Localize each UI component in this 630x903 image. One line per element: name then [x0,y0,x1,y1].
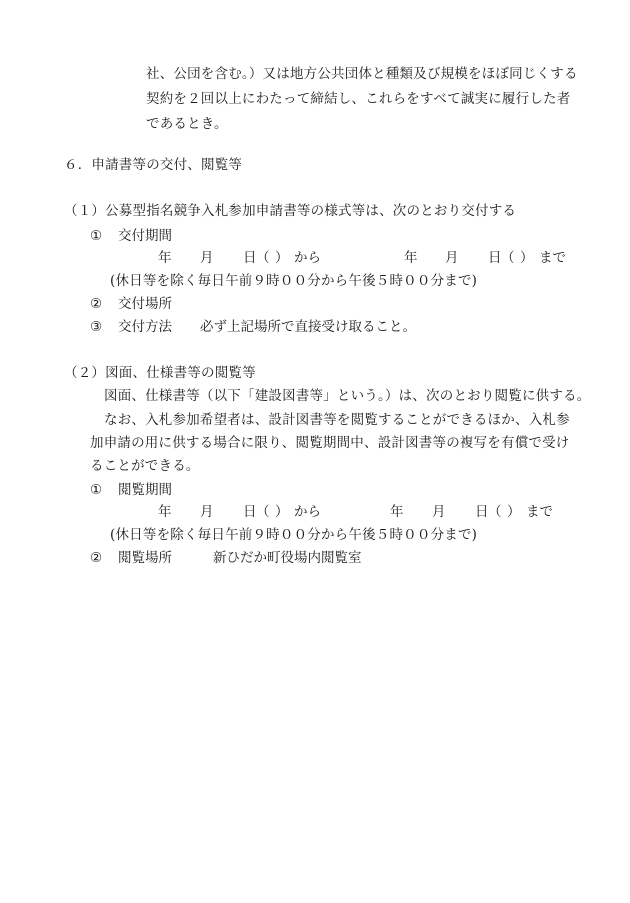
delivery-method-label: 交付方法 [118,319,172,335]
delivery-method-value: 必ず上記場所で直接受け取ること。 [200,319,416,335]
inspection-period-paren-open: （ [256,504,270,520]
inspection-period-day: 日 [243,504,257,520]
inspection-para-2-line-3: ることができる。 [90,458,200,474]
inspection-period-year: 年 [158,504,172,520]
inspection-para-1: 図面、仕様書等（以下「建設図書等」という。）は、次のとおり閲覧に供する。 [104,388,591,404]
period-day: 日 [243,250,257,266]
period-paren-close-2: ） [520,250,534,266]
intro-line-1: 社、公団を含む。）又は地方公共団体と種類及び規模をほぼ同じくする [146,66,578,82]
intro-line-3: であるとき。 [146,116,228,132]
inspection-hours: (休日等を除く毎日午前９時００分から午後５時００分まで) [110,527,478,543]
inspection-item-marker-2: ② [90,550,103,566]
inspection-period-label: 閲覧期間 [118,482,172,498]
sub-1-heading: （１）公募型指名競争入札参加申請書等の様式等は、次のとおり交付する [64,203,517,219]
inspection-period-until: まで [526,504,553,520]
item-marker-1: ① [90,228,103,244]
period-month: 月 [200,250,214,266]
period-year-2: 年 [404,250,418,266]
delivery-period-label: 交付期間 [118,228,172,244]
period-paren-open: （ [256,250,270,266]
period-year: 年 [158,250,172,266]
inspection-period-day-2: 日 [475,504,489,520]
period-paren-open-2: （ [501,250,515,266]
inspection-place-label: 閲覧場所 [118,550,172,566]
inspection-para-2-line-1: なお、入札参加希望者は、設計図書等を閲覧することができるほか、入札参 [104,412,570,428]
section-6-heading: ６．申請書等の交付、閲覧等 [64,157,243,173]
period-month-2: 月 [445,250,459,266]
inspection-period-paren-open-2: （ [488,504,502,520]
inspection-para-2-line-2: 加申請の用に供する場合に限り、閲覧期間中、設計図書等の複写を有償で受け [90,435,570,451]
inspection-place-value: 新ひだか町役場内閲覧室 [213,550,362,566]
item-marker-3: ③ [90,319,103,335]
period-day-2: 日 [488,250,502,266]
delivery-hours: (休日等を除く毎日午前９時００分から午後５時００分まで) [110,273,478,289]
inspection-period-paren-close-2: ） [507,504,521,520]
delivery-place-label: 交付場所 [118,296,172,312]
period-paren-close: ） [275,250,289,266]
intro-line-2: 契約を２回以上にわたって締結し、これらをすべて誠実に履行した者 [146,91,571,107]
item-marker-2: ② [90,296,103,312]
sub-2-heading: （２）図面、仕様書等の閲覧等 [64,365,256,381]
inspection-period-year-2: 年 [390,504,404,520]
inspection-period-paren-close: ） [275,504,289,520]
inspection-period-from: から [294,504,321,520]
inspection-item-marker-1: ① [90,482,103,498]
period-from: から [294,250,321,266]
inspection-period-month-2: 月 [432,504,446,520]
inspection-period-month: 月 [200,504,214,520]
period-until: まで [539,250,566,266]
